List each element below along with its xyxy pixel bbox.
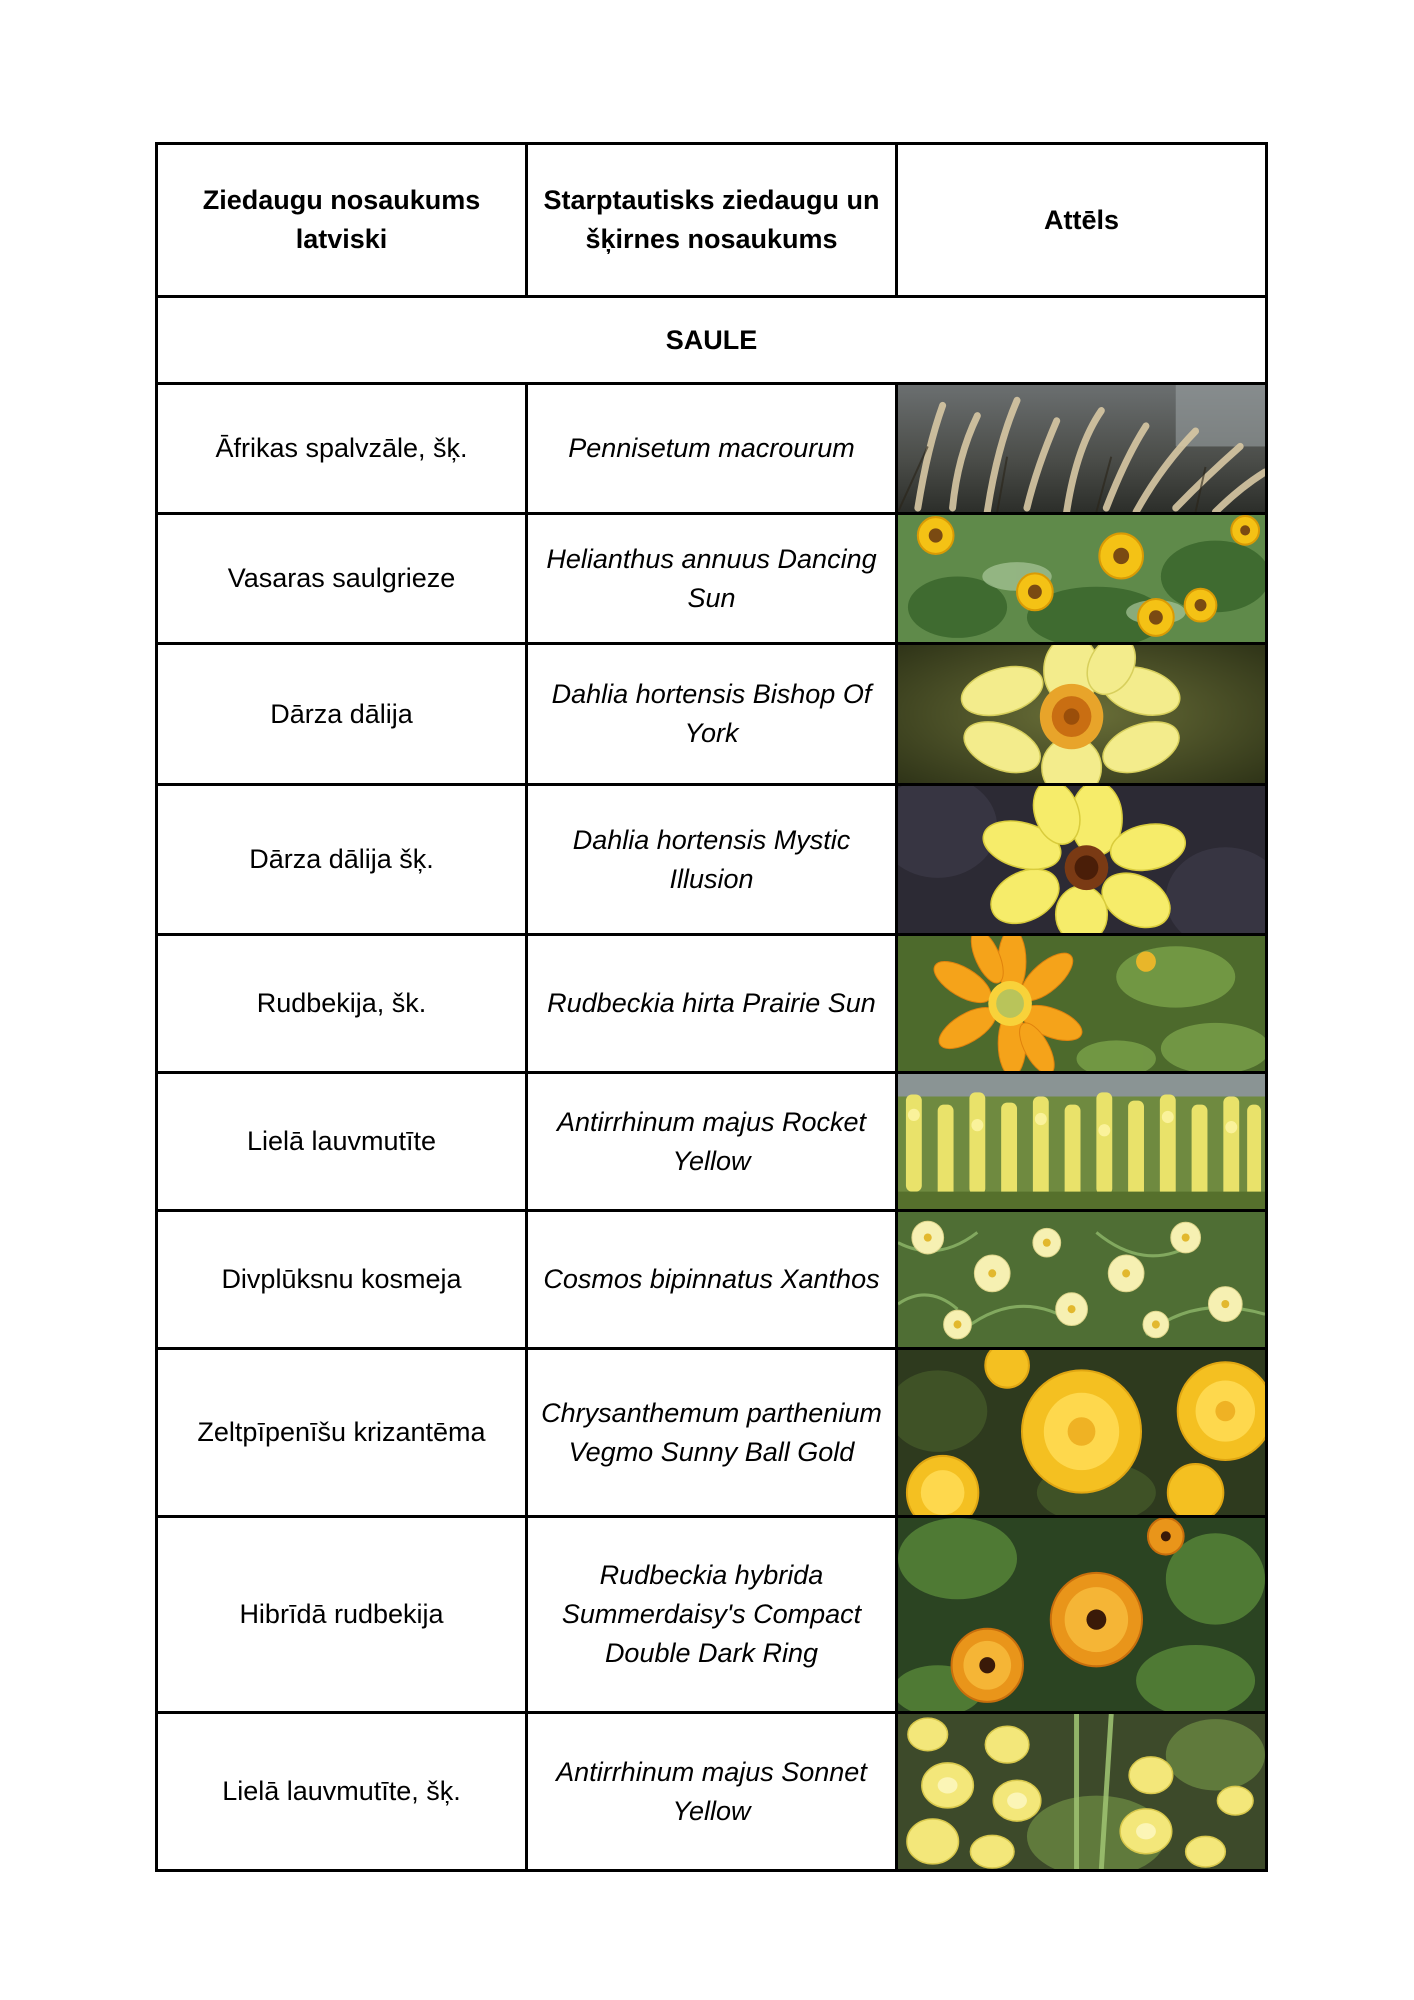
header-image: Attēls (897, 144, 1267, 297)
image-cell (897, 514, 1267, 644)
table-row (157, 1211, 1267, 1349)
international-name-cell: Antirrhinum majus Sonnet Yellow (527, 1713, 897, 1871)
image-cell (897, 1211, 1267, 1349)
sunflower-photo (898, 515, 1265, 642)
pennisetum-photo (898, 385, 1265, 512)
latvian-name-cell: Zeltpīpenīšu krizantēma (157, 1349, 527, 1517)
image-cell (897, 1349, 1267, 1517)
table-row (157, 1349, 1267, 1517)
dahlia-single-photo (898, 786, 1265, 933)
header-latvian-name: Ziedaugu nosaukums latviski (157, 144, 527, 297)
image-cell (897, 1073, 1267, 1211)
international-name-cell: Chrysanthemum parthenium Vegmo Sunny Ball Gold (527, 1349, 897, 1517)
cosmos-photo (898, 1212, 1265, 1347)
latvian-name-cell: Vasaras saulgrieze (157, 514, 527, 644)
international-name-cell: Cosmos bipinnatus Xanthos (527, 1211, 897, 1349)
flower-table (155, 142, 1268, 1872)
snapdragon-closeup-photo (898, 1714, 1265, 1869)
international-name-cell: Rudbeckia hybrida Summerdaisy's Compact Double Dark Ring (527, 1517, 897, 1713)
international-name-cell: Dahlia hortensis Bishop Of York (527, 644, 897, 785)
international-name-cell: Helianthus annuus Dancing Sun (527, 514, 897, 644)
latvian-name-cell: Āfrikas spalvzāle, šķ. (157, 384, 527, 514)
chrysanthemum-photo (898, 1350, 1265, 1515)
image-cell (897, 384, 1267, 514)
rudbeckia-double-photo (898, 1518, 1265, 1711)
latvian-name-cell: Hibrīdā rudbekija (157, 1517, 527, 1713)
table-row (157, 1073, 1267, 1211)
table-row (157, 1517, 1267, 1713)
image-cell (897, 644, 1267, 785)
table-row (157, 384, 1267, 514)
international-name-cell: Dahlia hortensis Mystic Illusion (527, 785, 897, 935)
international-name-cell: Antirrhinum majus Rocket Yellow (527, 1073, 897, 1211)
header-international-name: Starptautisks ziedaugu un šķirnes nosaukums (527, 144, 897, 297)
table-row (157, 1713, 1267, 1871)
table-row (157, 514, 1267, 644)
latvian-name-cell: Lielā lauvmutīte, šķ. (157, 1713, 527, 1871)
latvian-name-cell: Dārza dālija šķ. (157, 785, 527, 935)
dahlia-photo (898, 645, 1265, 783)
latvian-name-cell: Rudbekija, šk. (157, 935, 527, 1073)
latvian-name-cell: Divplūksnu kosmeja (157, 1211, 527, 1349)
table-row (157, 644, 1267, 785)
rudbeckia-photo (898, 936, 1265, 1071)
image-cell (897, 785, 1267, 935)
international-name-cell: Rudbeckia hirta Prairie Sun (527, 935, 897, 1073)
image-cell (897, 935, 1267, 1073)
table-row (157, 785, 1267, 935)
image-cell (897, 1713, 1267, 1871)
snapdragon-field-photo (898, 1074, 1265, 1209)
international-name-cell: Pennisetum macrourum (527, 384, 897, 514)
image-cell (897, 1517, 1267, 1713)
header-row (157, 144, 1267, 297)
latvian-name-cell: Lielā lauvmutīte (157, 1073, 527, 1211)
section-row (157, 297, 1267, 384)
latvian-name-cell: Dārza dālija (157, 644, 527, 785)
table-row (157, 935, 1267, 1073)
section-title: SAULE (157, 297, 1267, 384)
